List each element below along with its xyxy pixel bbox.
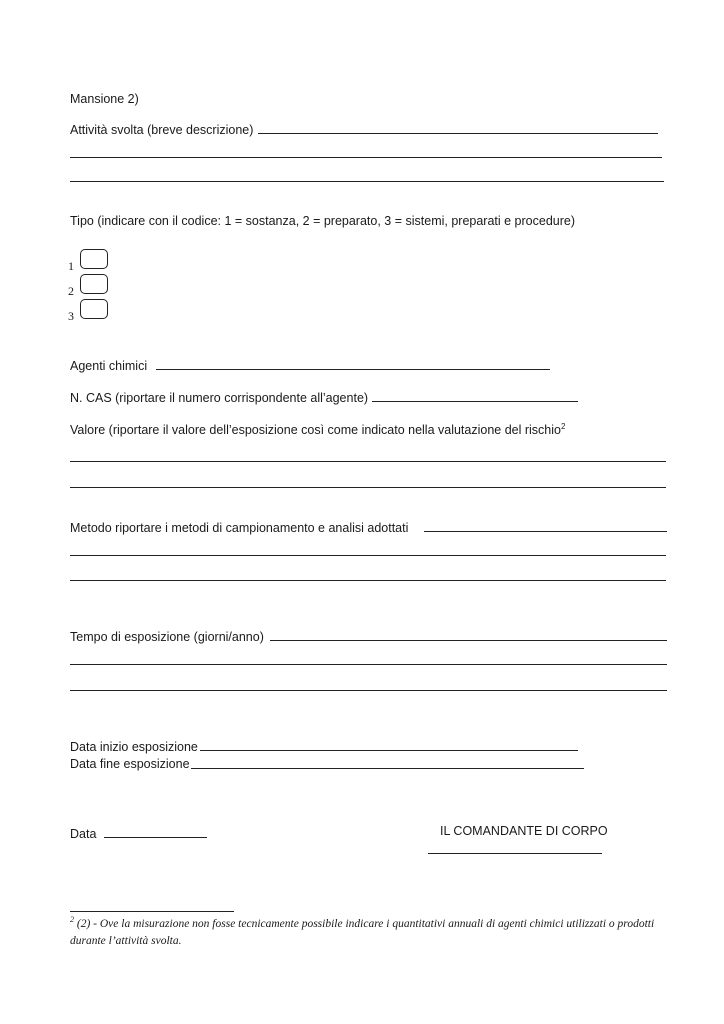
footnote-text: (2) - Ove la misurazione non fosse tecnicamente possibile indicare i quantitativi annuali di agenti chimici utilizzati o prodotti durante l’attività svolta. bbox=[70, 918, 655, 947]
tempo-label: Tempo di esposizione (giorni/anno) bbox=[70, 630, 264, 644]
attivita-input-line-1[interactable] bbox=[258, 133, 658, 134]
valore-input-line-1[interactable] bbox=[70, 461, 666, 462]
tempo-input-line-3[interactable] bbox=[70, 690, 667, 691]
signature-line[interactable] bbox=[428, 853, 602, 854]
footnote-marker: 2 bbox=[70, 915, 74, 925]
data-label: Data bbox=[70, 827, 97, 841]
cas-label: N. CAS (riportare il numero corrispondente all’agente) bbox=[70, 391, 369, 405]
section-title: Mansione 2) bbox=[70, 92, 139, 106]
valore-input-line-2[interactable] bbox=[70, 487, 666, 488]
tipo-label: Tipo (indicare con il codice: 1 = sostanza, 2 = preparato, 3 = sistemi, preparati e procedure) bbox=[70, 214, 576, 228]
cas-input-line[interactable] bbox=[372, 401, 578, 402]
tipo-option-1-checkbox[interactable] bbox=[80, 249, 108, 269]
data-fine-label: Data fine esposizione bbox=[70, 757, 190, 771]
metodo-input-line-3[interactable] bbox=[70, 580, 666, 581]
tempo-input-line-2[interactable] bbox=[70, 664, 667, 665]
attivita-input-line-2[interactable] bbox=[70, 157, 662, 158]
data-input-line[interactable] bbox=[104, 837, 207, 838]
valore-label bbox=[70, 423, 565, 437]
attivita-input-line-3[interactable] bbox=[70, 181, 664, 182]
footnote-ref: 2 bbox=[561, 421, 566, 431]
tipo-option-3-number: 3 bbox=[68, 309, 74, 323]
valore-label-text: Valore (riportare il valore dell’esposizione così come indicato nella valutazione del rischio bbox=[70, 423, 561, 437]
tipo-option-3-checkbox[interactable] bbox=[80, 299, 108, 319]
metodo-input-line-2[interactable] bbox=[70, 555, 666, 556]
tipo-option-1-number: 1 bbox=[68, 259, 74, 273]
attivita-label: Attività svolta (breve descrizione) bbox=[70, 123, 254, 137]
footnote-divider bbox=[70, 911, 234, 912]
agenti-label: Agenti chimici bbox=[70, 359, 148, 373]
tempo-input-line-1[interactable] bbox=[270, 640, 667, 641]
footnote bbox=[70, 916, 680, 950]
data-inizio-input-line[interactable] bbox=[200, 750, 578, 751]
agenti-input-line[interactable] bbox=[156, 369, 550, 370]
tipo-option-2-number: 2 bbox=[68, 284, 74, 298]
tipo-option-2-checkbox[interactable] bbox=[80, 274, 108, 294]
metodo-input-line-1[interactable] bbox=[424, 531, 667, 532]
data-inizio-label: Data inizio esposizione bbox=[70, 740, 198, 754]
metodo-label: Metodo riportare i metodi di campionamento e analisi adottati bbox=[70, 521, 409, 535]
signature-title: IL COMANDANTE DI CORPO bbox=[440, 824, 608, 838]
data-fine-input-line[interactable] bbox=[191, 768, 584, 769]
